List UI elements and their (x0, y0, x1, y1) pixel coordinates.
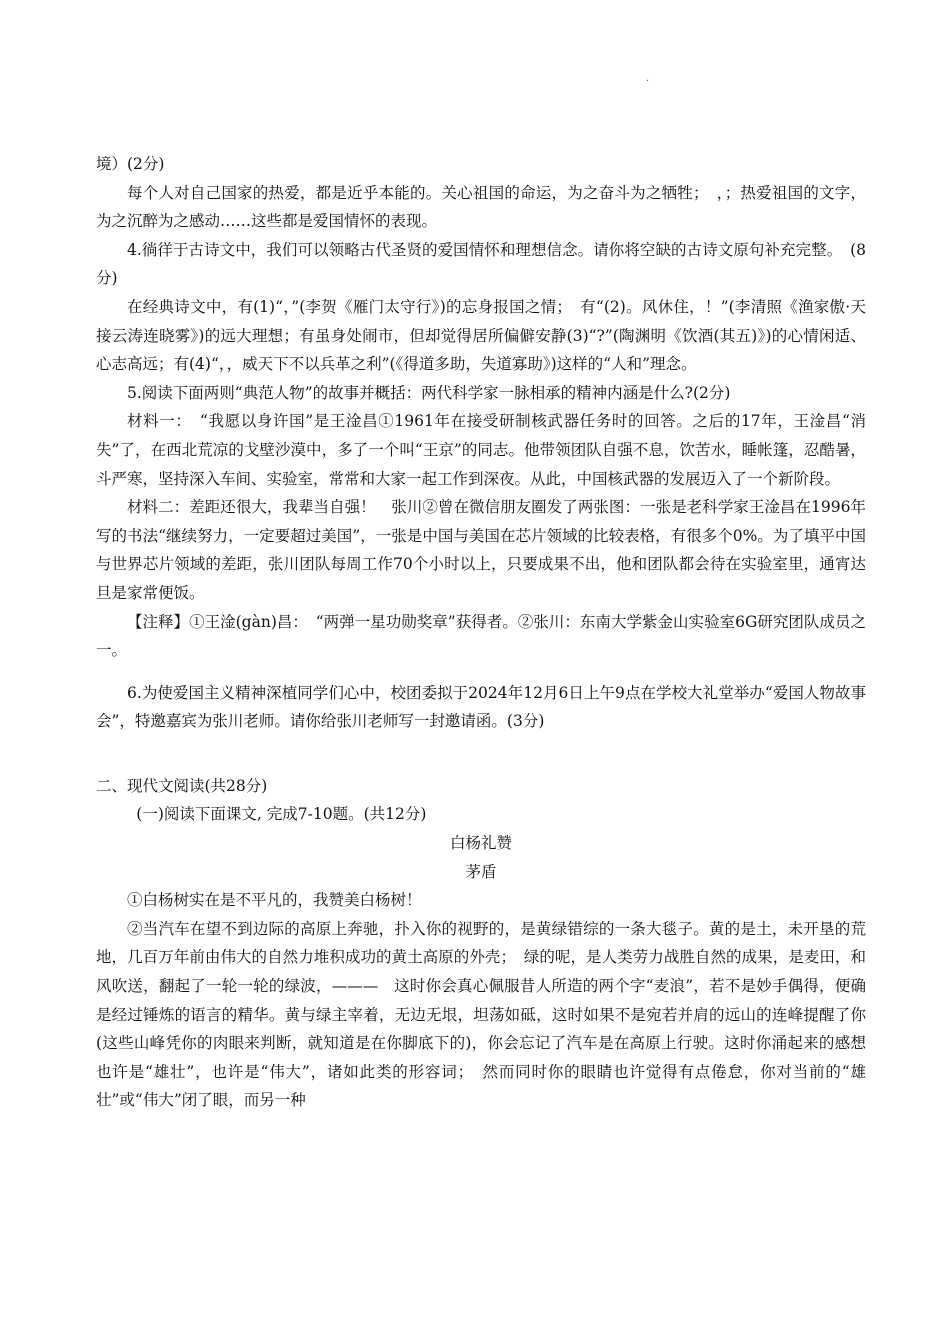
question-3-tail: 境）(2分) (96, 155, 165, 173)
annotation-note: 【注释】①王淦(gàn)昌： “两弹一星功勋奖章”获得者。②张川：东南大学紫金山实验室6G研究团队成员之一。 (96, 612, 866, 660)
material-two: 材料二：差距还很大，我辈当自强！ 张川②曾在微信朋友圈发了两张图：一张是老科学家王淦昌在1996年写的书法“继续努力，一定要超过美国”，一张是中国与美国在芯片领域的比较表格，有很多个0%。为了填平中国与世界芯片领域的差距，张川团队每周工作70个小时以上，只要成果不出，他和团队都会待在实验室里，通宵达旦是家常便饭。 (96, 498, 866, 602)
essay-paragraph-1: ①白杨树实在是不平凡的，我赞美白杨树！ (127, 891, 422, 910)
question-4-fill-blanks: 在经典诗文中，有(1)“，”(李贺《雁门太守行》)的忘身报国之情； 有“(2)。风休住，！”(李清照《渔家傲·天接云涛连晓雾》)的远大理想；有虽身处闹市，但却觉得居所偏僻安静(3)“?”(陶渊明《饮酒(其五)》)的心情闲适、心志高远；有(4)“，，威天下不以兵革之利”(《得道多助，失道寡助》)这样的“人和”理念。 (96, 297, 866, 374)
question-4: 4.徜徉于古诗文中，我们可以领略古代圣贤的爱国情怀和理想信念。请你将空缺的古诗文原句补充完整。 (8分) (96, 240, 866, 288)
essay-paragraph-2: ②当汽车在望不到边际的高原上奔驰，扑入你的视野的，是黄绿错综的一条大毯子。黄的是土，未开垦的荒地，几百万年前由伟大的自然力堆积成功的黄土高原的外壳； 绿的呢，是人类劳力战胜自然的成果，是麦田，和风吹送，翻起了一轮一轮的绿波，——— 这时你会真心佩服昔人所造的两个字“麦浪”，若不是妙手偶得，便确是经过锤炼的语言的精华。黄与绿主宰着，无边无垠，坦荡如砥，这时如果不是宛若并肩的远山的连峰提醒了你(这些山峰凭你的肉眼来判断，就知道是在你脚底下的)，你会忘记了汽车是在高原上行驶。这时你涌起来的感想也许是“雄壮”，也许是“伟大”，诸如此类的形容词； 然而同时你的眼睛也许觉得有点倦怠，你对当前的“雄壮”或“伟大”闭了眼，而另一种 (96, 919, 866, 1110)
section-two-heading: 二、现代文阅读(共28分) (96, 776, 268, 795)
patriotism-paragraph: 每个人对自己国家的热爱，都是近乎本能的。关心祖国的命运，为之奋斗为之牺牲； ，；热爱祖国的文字，为之沉醉为之感动……这些都是爱国情怀的表现。 (96, 183, 866, 231)
essay-title: 白杨礼赞 (449, 834, 512, 853)
question-6: 6.为使爱国主义精神深植同学们心中，校团委拟于2024年12月6日上午9点在学校大礼堂举办“爱国人物故事会”，特邀嘉宾为张川老师。请你给张川老师写一封邀请函。(3分) (96, 683, 866, 731)
spacer (96, 736, 866, 748)
question-5: 5.阅读下面两则“典范人物”的故事并概括：两代科学家一脉相承的精神内涵是什么?(2分) (127, 383, 731, 402)
document-body (96, 150, 866, 1115)
essay-author: 茅盾 (465, 862, 497, 881)
spacer (96, 665, 866, 679)
top-mark: · (646, 76, 650, 87)
part-one-heading: (一)阅读下面课文, 完成7-10题。(共12分) (136, 805, 427, 824)
material-one: 材料一： “我愿以身许国”是王淦昌①1961年在接受研制核武器任务时的回答。之后的17年，王淦昌“消失”了，在西北荒凉的戈壁沙漠中，多了一个叫“王京”的同志。他带领团队自强不息，饮苦水，睡帐篷，忍酷暑，斗严寒，坚持深入车间、实验室，常常和大家一起工作到深夜。从此，中国核武器的发展迈入了一个新阶段。 (96, 412, 866, 488)
